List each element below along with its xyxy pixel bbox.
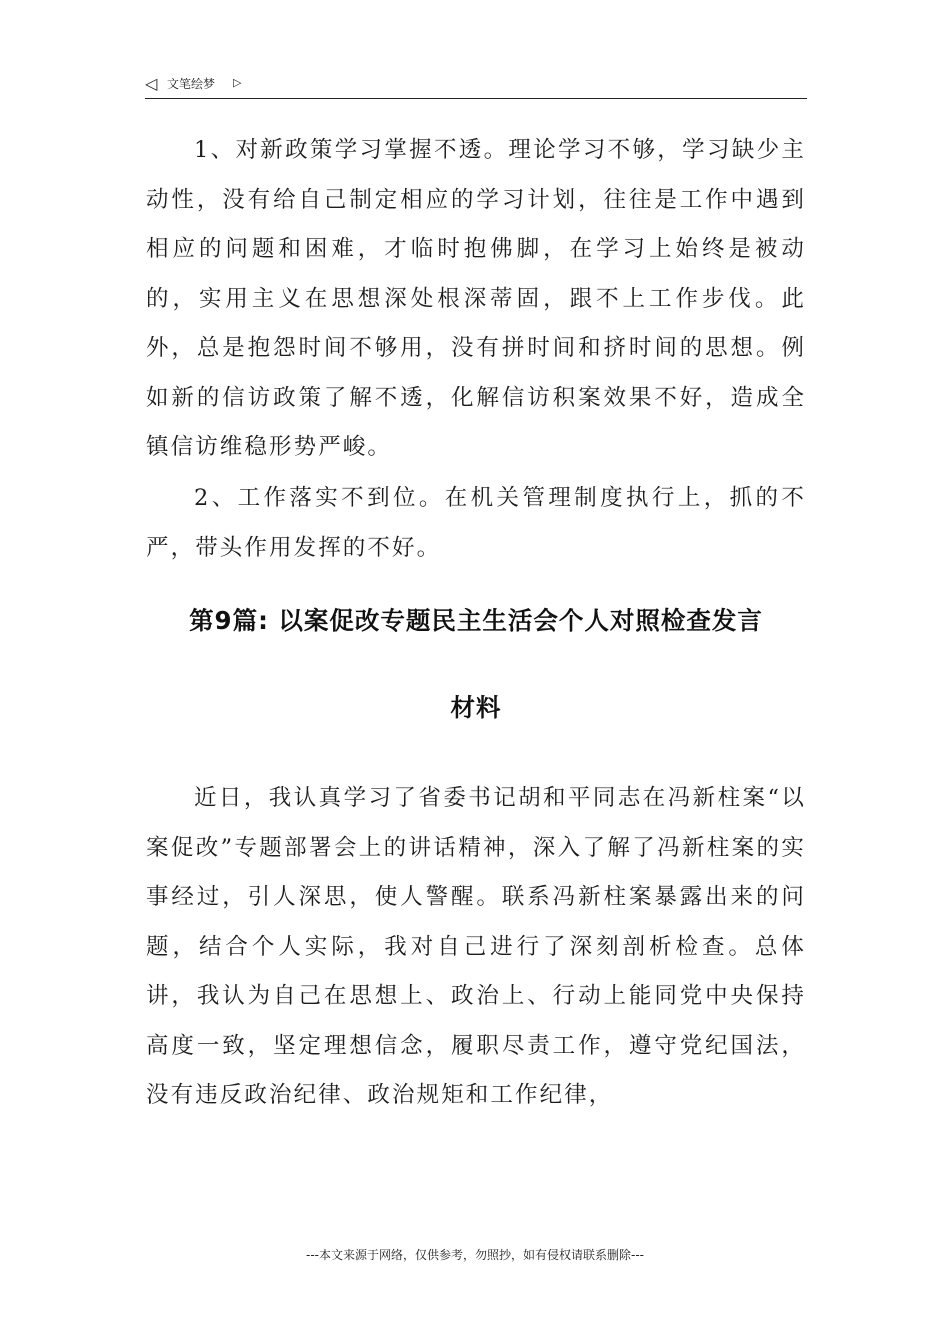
body-paragraph-3: 近日，我认真学习了省委书记胡和平同志在冯新柱案“以案促改”专题部署会上的讲话精神，深入了解了冯新柱案的实事经过，引人深思，使人警醒。联系冯新柱案暴露出来的问题，结合个人实际，我对自己进行了深刻剖析检查。总体讲，我认为自己在思想上、政治上、行动上能同党中央保持高度一致，坚定理想信念，履职尽责工作，遵守党纪国法，没有违反政治纪律、政治规矩和工作纪律，: [146, 785, 806, 1108]
triangle-right-icon: ▷: [233, 76, 242, 89]
page-header: [145, 74, 807, 99]
section-heading-line-2: 材料: [450, 693, 502, 722]
footer-notice: ---本文来源于网络，仅供参考，勿照抄，如有侵权请联系删除---: [306, 1248, 644, 1262]
triangle-left-icon: ◁: [145, 74, 158, 93]
body-paragraph-1: 1、对新政策学习掌握不透。理论学习不够，学习缺少主动性，没有给自己制定相应的学习计划，往往是工作中遇到相应的问题和困难，才临时抱佛脚，在学习上始终是被动的，实用主义在思想深处根深蒂固，跟不上工作步伐。此外，总是抱怨时间不够用，没有拼时间和挤时间的思想。例如新的信访政策了解不透，化解信访积案效果不好，造成全镇信访维稳形势严峻。: [146, 137, 806, 460]
body-paragraph-2: 2、工作落实不到位。在机关管理制度执行上，抓的不严，带头作用发挥的不好。: [146, 485, 806, 561]
header-title: 文笔绘梦: [167, 77, 216, 91]
section-heading-line-1: 第9篇: 以案促改专题民主生活会个人对照检查发言: [189, 606, 763, 635]
